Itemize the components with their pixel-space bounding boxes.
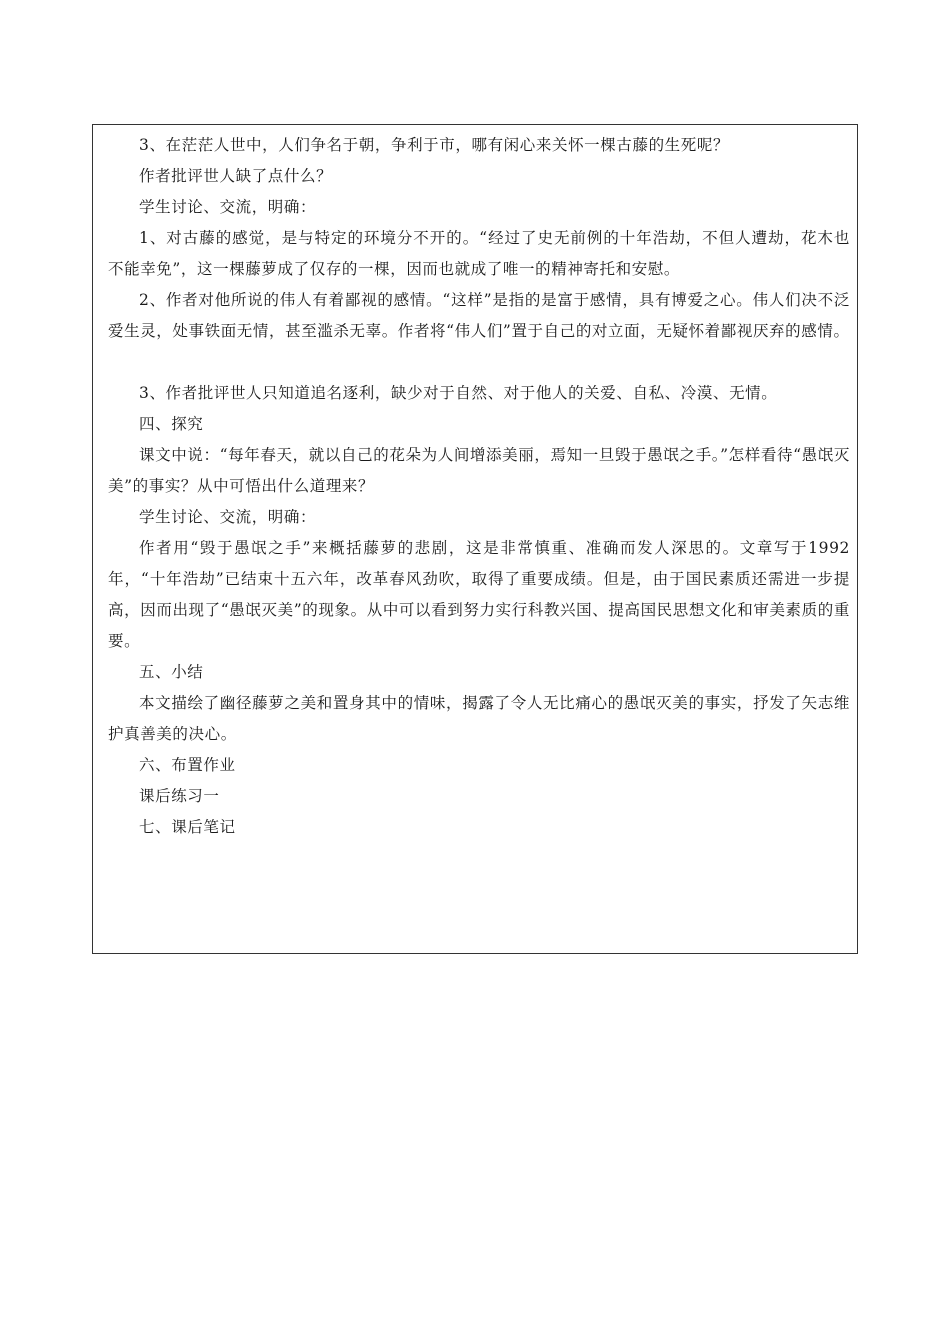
question-paragraph: 3、在茫茫人世中，人们争名于朝，争利于市，哪有闲心来关怀一棵古藤的生死呢？ (139, 136, 730, 154)
section-heading-summary: 五、小结 (139, 663, 204, 681)
question-prompt: 作者批评世人缺了点什么？ (139, 167, 333, 185)
explore-answer: 作者用“毁于愚氓之手”来概括藤萝的悲剧，这是非常慎重、准确而发人深思的。文章写于1992年，“十年浩劫”已结束十五六年，改革春风劲吹，取得了重要成绩。但是，由于国民素质还需进一步提高，因而出现了“愚氓灭美”的现象。从中可以看到努力实行科教兴国、提高国民思想文化和审美素质的重要。 (108, 539, 850, 650)
section-heading-notes: 七、课后笔记 (139, 818, 236, 836)
summary-paragraph: 本文描绘了幽径藤萝之美和置身其中的情味，揭露了令人无比痛心的愚氓灭美的事实，抒发了矢志维护真善美的决心。 (108, 694, 850, 743)
answer-paragraph-2: 2、作者对他所说的伟人有着鄙视的感情。“这样”是指的是富于感情，具有博爱之心。伟人们决不泛爱生灵，处事铁面无情，甚至滥杀无辜。作者将“伟人们”置于自己的对立面，无疑怀着鄙视厌弃的感情。 (108, 291, 850, 340)
lesson-content (108, 130, 850, 843)
explore-question: 课文中说：“每年春天，就以自己的花朵为人间增添美丽，焉知一旦毁于愚氓之手。”怎样看待“愚氓灭美”的事实？从中可悟出什么道理来？ (108, 446, 851, 495)
blank-line (108, 347, 850, 378)
answer-paragraph-3: 3、作者批评世人只知道追名逐利，缺少对于自然、对于他人的关爱、自私、冷漠、无情。 (139, 384, 778, 402)
section-heading-homework: 六、布置作业 (139, 756, 236, 774)
section-heading-explore: 四、探究 (139, 415, 204, 433)
answer-paragraph-1: 1、对古藤的感觉，是与特定的环境分不开的。“经过了史无前例的十年浩劫，不但人遭劫，花木也不能幸免”，这一棵藤萝成了仅存的一棵，因而也就成了唯一的精神寄托和安慰。 (108, 229, 850, 278)
discussion-label: 学生讨论、交流，明确： (139, 198, 317, 216)
homework-item: 课后练习一 (139, 787, 220, 805)
discussion-label: 学生讨论、交流，明确： (139, 508, 317, 526)
